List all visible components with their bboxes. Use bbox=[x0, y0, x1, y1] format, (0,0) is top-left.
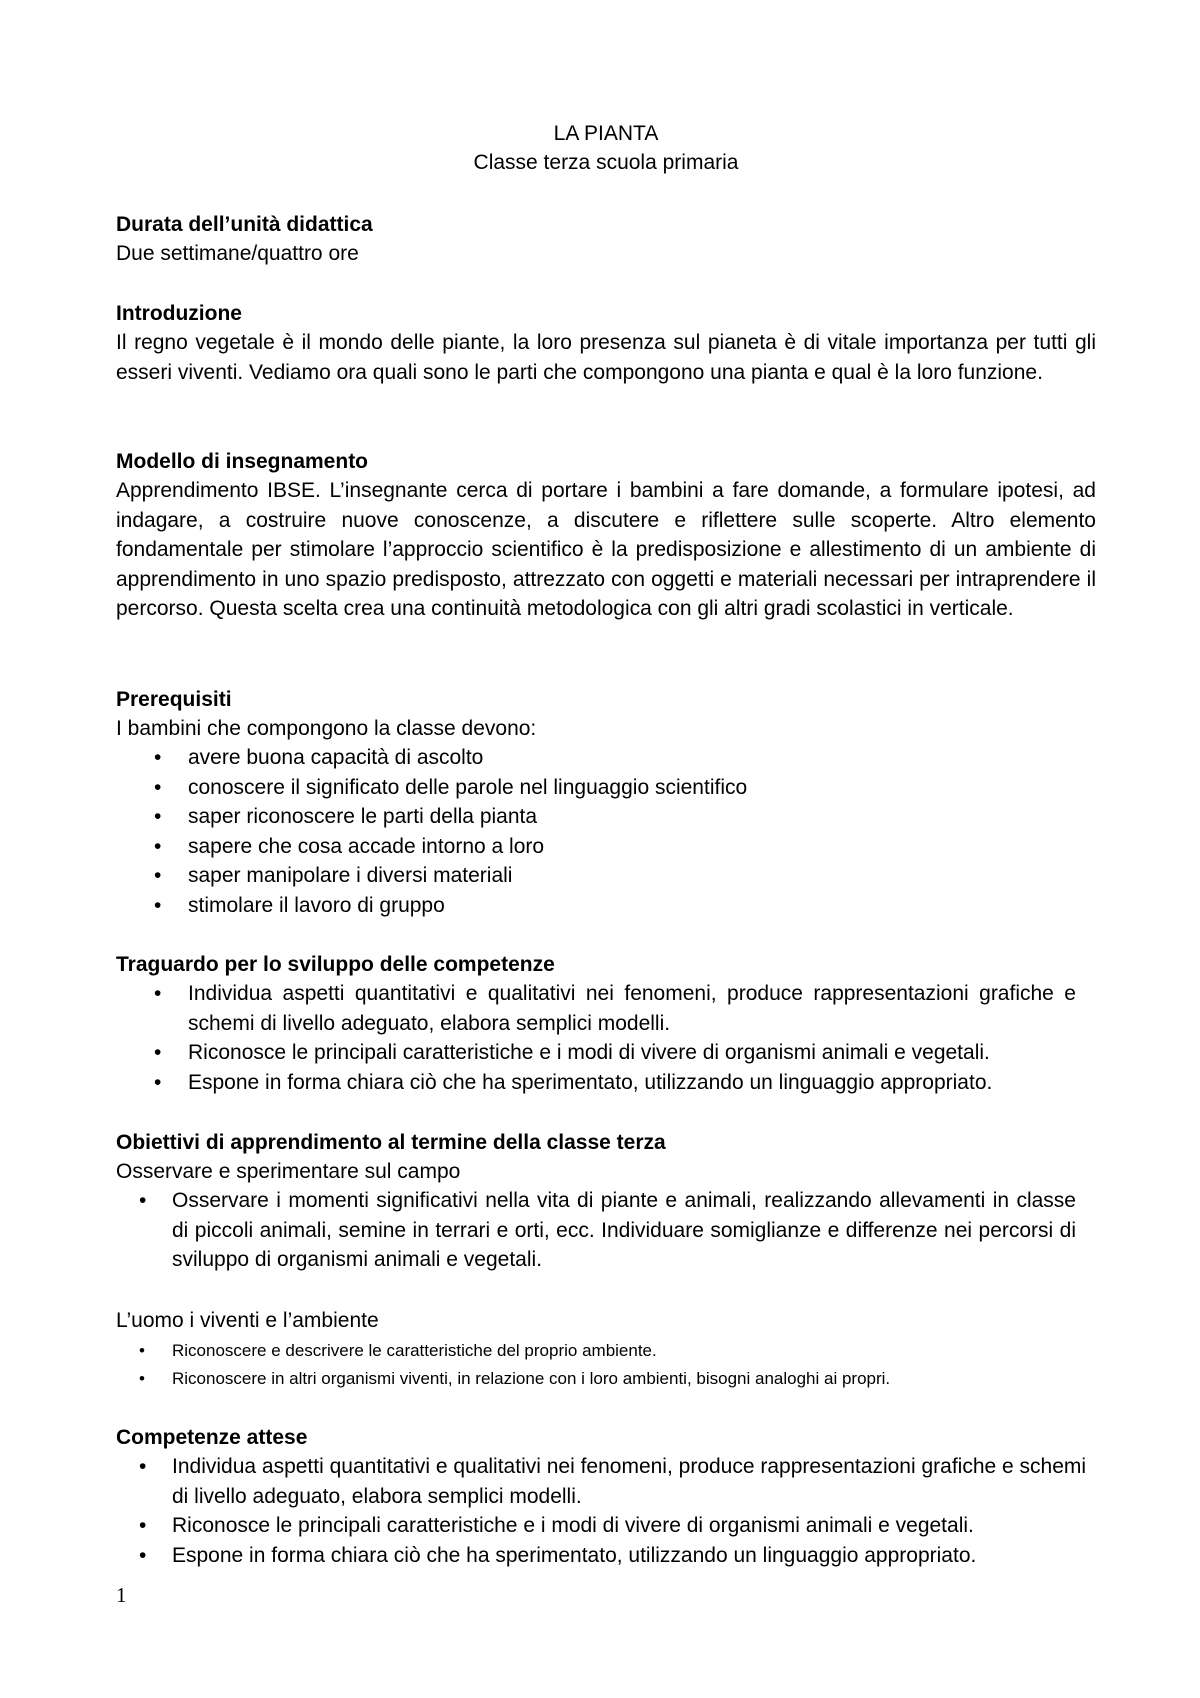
competenze-list bbox=[116, 1452, 1091, 1570]
list-item: • Riconoscere in altri organismi viventi, in relazione con i loro ambienti, bisogni analoghi ai propri. bbox=[116, 1365, 1096, 1393]
section-heading-modello: Modello di insegnamento bbox=[116, 450, 369, 473]
list-item: • sapere che cosa accade intorno a loro bbox=[116, 832, 1096, 862]
introduzione-text: Il regno vegetale è il mondo delle piante, la loro presenza sul pianeta è di vitale importanza per tutti gli esseri viventi. Vediamo ora quali sono le parti che compongono una pianta e qual è la loro funzione. bbox=[116, 331, 1096, 384]
obiettivi-subheading-osservare: Osservare e sperimentare sul campo bbox=[116, 1160, 461, 1183]
section-heading-traguardo: Traguardo per lo sviluppo delle competenze bbox=[116, 953, 555, 976]
section-heading-obiettivi: Obiettivi di apprendimento al termine della classe terza bbox=[116, 1131, 666, 1154]
obiettivi-uomo-list bbox=[116, 1337, 1096, 1393]
list-item: • Riconoscere e descrivere le caratteristiche del proprio ambiente. bbox=[116, 1337, 1096, 1365]
traguardo-list bbox=[116, 979, 1076, 1097]
obiettivi-osservare-list bbox=[116, 1186, 1076, 1275]
obiettivi-subheading-uomo: L’uomo i viventi e l’ambiente bbox=[116, 1309, 379, 1332]
modello-text: Apprendimento IBSE. L’insegnante cerca di portare i bambini a fare domande, a formulare ipotesi, ad indagare, a costruire nuove conoscenze, a discutere e riflettere sulle scoperte. Altro elemento fondamentale per stimolare l’approccio scientifico è la predisposizione e allestimento di un ambiente di apprendimento in uno spazio predisposto, attrezzato con oggetti e materiali necessari per intraprendere il percorso. Questa scelta crea una continuità metodologica con gli altri gradi scolastici in verticale. bbox=[116, 479, 1096, 621]
list-item: • avere buona capacità di ascolto bbox=[116, 743, 1096, 773]
list-item: • Espone in forma chiara ciò che ha sperimentato, utilizzando un linguaggio appropriato. bbox=[116, 1541, 1091, 1571]
list-item: • Individua aspetti quantitativi e qualitativi nei fenomeni, produce rappresentazioni grafiche e schemi di livello adeguato, elabora semplici modelli. bbox=[116, 1452, 1091, 1511]
page-number: 1 bbox=[116, 1583, 127, 1607]
list-item: • stimolare il lavoro di gruppo bbox=[116, 891, 1096, 921]
prerequisiti-list bbox=[116, 743, 1096, 921]
section-heading-introduzione: Introduzione bbox=[116, 302, 242, 325]
prerequisiti-intro: I bambini che compongono la classe devono: bbox=[116, 717, 537, 740]
section-heading-durata: Durata dell’unità didattica bbox=[116, 213, 373, 236]
document-title: LA PIANTA bbox=[553, 122, 659, 145]
list-item: • Riconosce le principali caratteristiche e i modi di vivere di organismi animali e vegetali. bbox=[116, 1511, 1091, 1541]
list-item: • saper riconoscere le parti della pianta bbox=[116, 802, 1096, 832]
section-heading-competenze: Competenze attese bbox=[116, 1426, 308, 1449]
list-item: • Riconosce le principali caratteristiche e i modi di vivere di organismi animali e vegetali. bbox=[116, 1038, 1076, 1068]
document-subtitle: Classe terza scuola primaria bbox=[473, 151, 739, 174]
durata-text: Due settimane/quattro ore bbox=[116, 242, 359, 265]
list-item: • Osservare i momenti significativi nella vita di piante e animali, realizzando allevamenti in classe di piccoli animali, semine in terrari e orti, ecc. Individuare somiglianze e differenze nei percorsi di sviluppo di organismi animali e vegetali. bbox=[116, 1186, 1076, 1275]
list-item: • Individua aspetti quantitativi e qualitativi nei fenomeni, produce rappresentazioni grafiche e schemi di livello adeguato, elabora semplici modelli. bbox=[116, 979, 1076, 1038]
section-heading-prerequisiti: Prerequisiti bbox=[116, 688, 232, 711]
list-item: • Espone in forma chiara ciò che ha sperimentato, utilizzando un linguaggio appropriato. bbox=[116, 1068, 1076, 1098]
list-item: • conoscere il significato delle parole nel linguaggio scientifico bbox=[116, 773, 1096, 803]
list-item: • saper manipolare i diversi materiali bbox=[116, 861, 1096, 891]
